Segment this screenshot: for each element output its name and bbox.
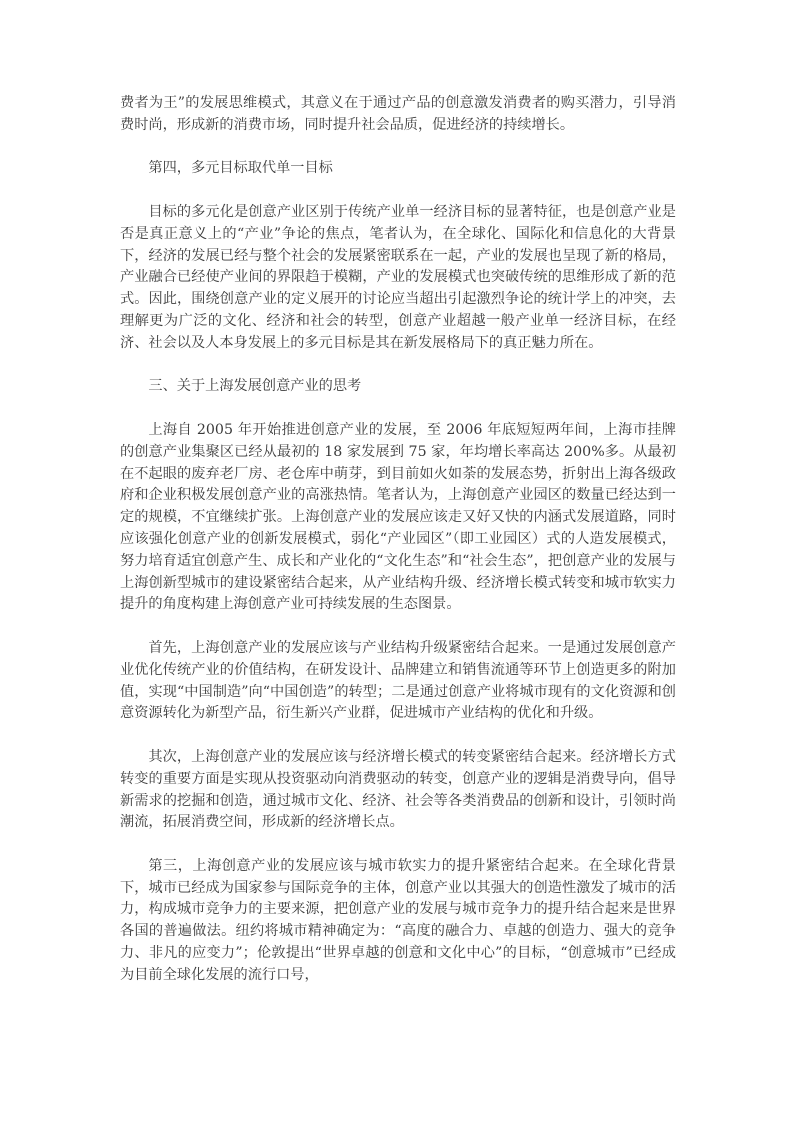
paragraph-third-soft-power: 第三，上海创意产业的发展应该与城市软实力的提升紧密结合起来。在全球化背景下，城市已经成为国家参与国际竞争的主体，创意产业以其强大的创造性激发了城市的活力，构成城市竞争力的主要来源，把创意产业的发展与城市竞争力的提升结合起来是世界各国的普遍做法。纽约将城市精神确定为：“高度的融合力、卓越的创造力、强大的竞争力、非凡的应变力”；伦敦提出“世界卓越的创意和文化中心”的目标，“创意城市”已经成为目前全球化发展的流行口号， [120,857,676,983]
paragraph-second-growth-model: 其次，上海创意产业的发展应该与经济增长模式的转变紧密结合起来。经济增长方式转变的重要方面是实现从投资驱动向消费驱动的转变，创意产业的逻辑是消费导向，倡导新需求的挖掘和创造，通过城市文化、经济、社会等各类消费品的创新和设计，引领时尚潮流，拓展消费空间，形成新的经济增长点。 [120,748,676,831]
document-body [120,93,676,1008]
paragraph-multiple-goals: 目标的多元化是创意产业区别于传统产业单一经济目标的显著特征，也是创意产业是否是真正意义上的“产业”争论的焦点，笔者认为，在全球化、国际化和信息化的大背景下，经济的发展已经与整个社会的发展紧密联系在一起，产业的发展也呈现了新的格局，产业融合已经使产业间的界限趋于模糊，产业的发展模式也突破传统的思维形成了新的范式。因此，围绕创意产业的定义展开的讨论应当超出引起激烈争论的统计学上的冲突，去理解更为广泛的文化、经济和社会的转型，创意产业超越一般产业单一经济目标，在经济、社会以及人本身发展上的多元目标是其在新发展格局下的真正魅力所在。 [120,203,676,351]
section-heading-shanghai: 三、关于上海发展创意产业的思考 [148,378,362,395]
paragraph-shanghai-overview: 上海自 2005 年开始推进创意产业的发展，至 2006 年底短短两年间，上海市挂牌的创意产业集聚区已经从最初的 18 家发展到 75 家，年均增长率高达 200%多。从最初在不起眼的废弃老厂房、老仓库中萌芽，到目前如火如荼的发展态势，折射出上海各级政府和企业积极发展创意产业的高涨热情。笔者认为，上海创意产业园区的数量已经达到一定的规模，不宜继续扩张。上海创意产业的发展应该走又好又快的内涵式发展道路，同时应该强化创意产业的创新发展模式，弱化“产业园区”（即工业园区）式的人造发展模式，努力培育适宜创意产生、成长和产业化的“文化生态”和“社会生态”，把创意产业的发展与上海创新型城市的建设紧密结合起来，从产业结构升级、经济增长模式转变和城市软实力提升的角度构建上海创意产业可持续发展的生态图景。 [120,421,676,613]
paragraph-continuation: 费者为王”的发展思维模式，其意义在于通过产品的创意激发消费者的购买潜力，引导消费时尚，形成新的消费市场，同时提升社会品质，促进经济的持续增长。 [120,95,676,133]
paragraph-first-industry-structure: 首先，上海创意产业的发展应该与产业结构升级紧密结合起来。一是通过发展创意产业优化传统产业的价值结构，在研发设计、品牌建立和销售流通等环节上创造更多的附加值，实现“中国制造”向“中国创造”的转型；二是通过创意产业将城市现有的文化资源和创意资源转化为新型产品，衍生新兴产业群，促进城市产业结构的优化和升级。 [120,639,676,722]
section-heading-fourth: 第四，多元目标取代单一目标 [148,160,333,177]
